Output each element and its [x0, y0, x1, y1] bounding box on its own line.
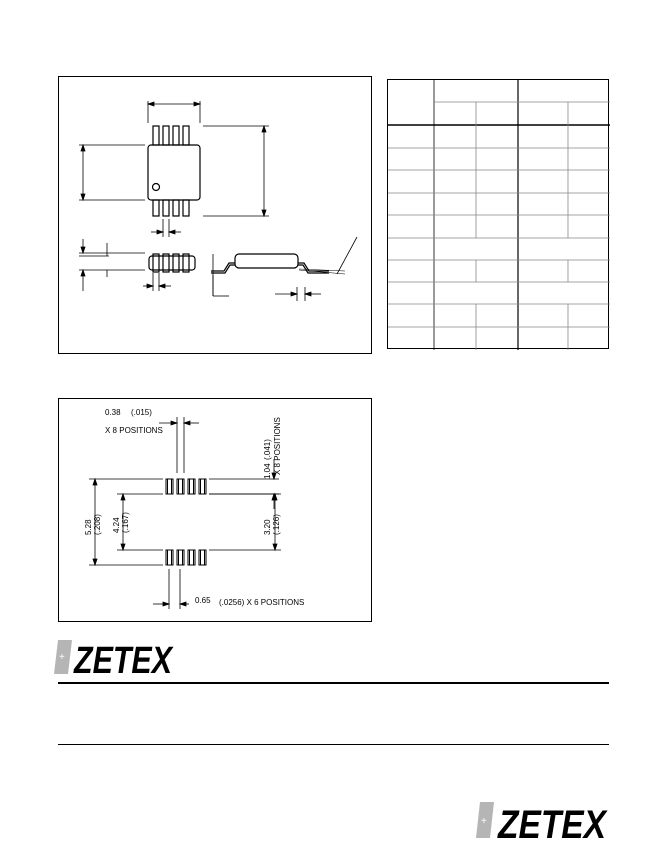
top-width-dimension [148, 101, 200, 123]
pad-length-count: X 8 POSITIONS [273, 417, 282, 475]
inner-span-left-inch: (.167) [121, 512, 130, 533]
pad-width-dimension [159, 417, 199, 473]
end-view-pitch-dimension [143, 273, 171, 291]
body-height-dimension [79, 145, 145, 200]
zetex-logo-text-top: ZETEX [73, 640, 175, 682]
pad-length-value: 1.04 [263, 463, 272, 479]
package-outline-panel [58, 76, 372, 354]
side-view-dimensions [213, 237, 357, 301]
zetex-logo-top [58, 638, 178, 682]
zetex-logo-bottom [476, 800, 608, 847]
pad-width-count: X 8 POSITIONS [105, 426, 163, 435]
inner-span-left-value: 4.24 [112, 517, 121, 533]
inner-span-right-value: 3.20 [263, 519, 272, 535]
lead-width-dimension [151, 219, 181, 237]
dimensions-table [387, 79, 609, 349]
footprint-pads-top [166, 479, 206, 494]
zetex-mark-icon [54, 640, 72, 674]
divider-top [58, 682, 609, 684]
package-side-view [211, 254, 345, 274]
pad-width-value: 0.38 [105, 408, 121, 417]
zetex-logo-text-bottom: ZETEX [497, 803, 608, 847]
svg-text:+: + [481, 816, 487, 827]
svg-text:+: + [59, 652, 65, 663]
overall-length-dimension [203, 126, 269, 216]
package-outline-drawing [59, 77, 373, 355]
zetex-mark-icon [476, 802, 494, 838]
footprint-panel [58, 398, 372, 622]
package-end-view [149, 254, 195, 272]
dimensions-table-grid [388, 80, 610, 350]
inner-span-right-inch: (.126) [272, 514, 281, 535]
pitch-value: 0.65 [195, 596, 211, 605]
outer-span-inch: (.208) [93, 514, 102, 535]
pitch-dimension [153, 569, 189, 609]
pad-length-inch: (.041) [263, 439, 272, 460]
divider-bottom [58, 744, 609, 745]
package-top-view [148, 126, 200, 216]
footprint-drawing [59, 399, 373, 623]
end-view-height-dimension [79, 239, 145, 291]
outer-span-value: 5.28 [84, 519, 93, 535]
pitch-inch-count: (.0256) X 6 POSITIONS [219, 598, 305, 607]
pad-width-inch: (.015) [131, 408, 152, 417]
footprint-pads-bottom [166, 550, 206, 565]
